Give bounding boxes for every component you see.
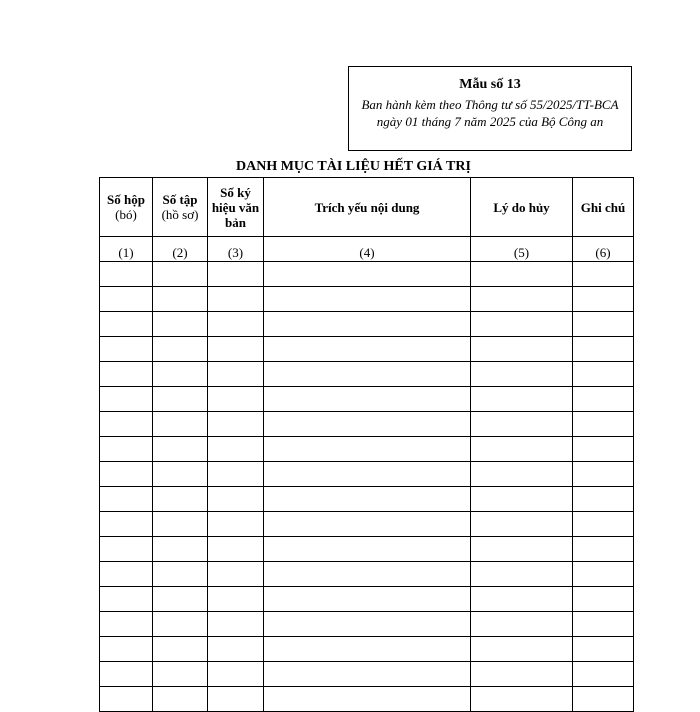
table-row	[100, 587, 634, 612]
table-cell	[471, 687, 573, 712]
column-number: (4)	[264, 237, 471, 262]
table-cell	[573, 387, 634, 412]
table-cell	[471, 562, 573, 587]
column-header-summary: Trích yếu nội dung	[264, 178, 471, 237]
column-header-box-number: Số hộp (bó)	[100, 178, 153, 237]
table-cell	[264, 262, 471, 287]
table-cell	[264, 637, 471, 662]
table-cell	[153, 412, 208, 437]
table-cell	[208, 687, 264, 712]
table-cell	[573, 312, 634, 337]
table-cell	[100, 387, 153, 412]
table-cell	[264, 462, 471, 487]
table-cell	[153, 487, 208, 512]
table-cell	[264, 312, 471, 337]
table-cell	[573, 562, 634, 587]
table-cell	[153, 287, 208, 312]
table-cell	[471, 437, 573, 462]
table-cell	[264, 412, 471, 437]
table-cell	[264, 337, 471, 362]
table-cell	[208, 487, 264, 512]
table-cell	[208, 562, 264, 587]
table-cell	[153, 312, 208, 337]
table-cell	[208, 337, 264, 362]
column-header-file-number: Số tập (hồ sơ)	[153, 178, 208, 237]
table-cell	[100, 612, 153, 637]
table-cell	[471, 637, 573, 662]
table-row	[100, 362, 634, 387]
table-cell	[264, 612, 471, 637]
table-cell	[573, 587, 634, 612]
table-cell	[471, 362, 573, 387]
table-cell	[471, 587, 573, 612]
table-cell	[264, 387, 471, 412]
table-cell	[573, 412, 634, 437]
table-cell	[264, 587, 471, 612]
table-row	[100, 462, 634, 487]
column-number: (6)	[573, 237, 634, 262]
table-cell	[100, 487, 153, 512]
table-cell	[264, 687, 471, 712]
table-cell	[100, 512, 153, 537]
column-header-notes: Ghi chú	[573, 178, 634, 237]
table-cell	[208, 612, 264, 637]
column-number-row	[100, 237, 634, 262]
table-cell	[100, 362, 153, 387]
table-cell	[471, 487, 573, 512]
table-cell	[100, 437, 153, 462]
table-cell	[208, 412, 264, 437]
table-cell	[264, 512, 471, 537]
table-cell	[573, 637, 634, 662]
table-cell	[208, 462, 264, 487]
table-cell	[153, 337, 208, 362]
table-cell	[208, 587, 264, 612]
table-cell	[100, 262, 153, 287]
table-cell	[153, 362, 208, 387]
table-cell	[264, 537, 471, 562]
column-number: (5)	[471, 237, 573, 262]
table-row	[100, 612, 634, 637]
table-cell	[100, 662, 153, 687]
table-cell	[208, 287, 264, 312]
table-cell	[573, 612, 634, 637]
table-cell	[471, 537, 573, 562]
table-cell	[153, 537, 208, 562]
table-cell	[264, 662, 471, 687]
table-cell	[471, 412, 573, 437]
form-number-box	[348, 66, 632, 151]
table-cell	[100, 637, 153, 662]
table-cell	[100, 687, 153, 712]
table-cell	[100, 412, 153, 437]
table-row	[100, 512, 634, 537]
table-cell	[264, 362, 471, 387]
table-cell	[153, 637, 208, 662]
table-cell	[153, 462, 208, 487]
table-cell	[153, 512, 208, 537]
table-cell	[208, 362, 264, 387]
table-cell	[573, 537, 634, 562]
form-number: Mẫu số 13	[459, 77, 521, 92]
table-cell	[153, 387, 208, 412]
table-cell	[153, 262, 208, 287]
table-cell	[471, 612, 573, 637]
table-cell	[264, 287, 471, 312]
table-cell	[153, 687, 208, 712]
table-cell	[264, 437, 471, 462]
table-cell	[153, 612, 208, 637]
table-cell	[208, 537, 264, 562]
table-cell	[208, 262, 264, 287]
table-row	[100, 562, 634, 587]
column-number: (3)	[208, 237, 264, 262]
table-cell	[100, 587, 153, 612]
table-cell	[208, 387, 264, 412]
table-cell	[573, 487, 634, 512]
document-title: DANH MỤC TÀI LIỆU HẾT GIÁ TRỊ	[236, 159, 471, 174]
table-cell	[471, 462, 573, 487]
column-number: (2)	[153, 237, 208, 262]
table-row	[100, 662, 634, 687]
table-row	[100, 337, 634, 362]
table-row	[100, 312, 634, 337]
table-cell	[573, 662, 634, 687]
table-cell	[100, 337, 153, 362]
table-cell	[573, 462, 634, 487]
table-row	[100, 487, 634, 512]
table-row	[100, 387, 634, 412]
table-cell	[471, 337, 573, 362]
table-row	[100, 262, 634, 287]
table-cell	[208, 637, 264, 662]
column-header-destruction-reason: Lý do hủy	[471, 178, 573, 237]
table-row	[100, 687, 634, 712]
table-cell	[573, 362, 634, 387]
table-row	[100, 412, 634, 437]
table-cell	[153, 562, 208, 587]
table-cell	[100, 537, 153, 562]
table-cell	[153, 662, 208, 687]
table-cell	[100, 462, 153, 487]
table-cell	[100, 287, 153, 312]
table-cell	[573, 287, 634, 312]
table-cell	[573, 687, 634, 712]
table-cell	[573, 337, 634, 362]
table-cell	[100, 562, 153, 587]
table-cell	[153, 437, 208, 462]
form-legal-note: Ban hành kèm theo Thông tư số 55/2025/TT-BCA ngày 01 tháng 7 năm 2025 của Bộ Công an	[361, 97, 619, 129]
table-row	[100, 537, 634, 562]
table-cell	[208, 312, 264, 337]
table-row	[100, 287, 634, 312]
table-row	[100, 637, 634, 662]
table-cell	[471, 312, 573, 337]
table-cell	[471, 662, 573, 687]
column-header-document-code: Số ký hiệu văn bản	[208, 178, 264, 237]
table-header-row	[100, 178, 634, 237]
table-cell	[264, 487, 471, 512]
table-cell	[208, 437, 264, 462]
table-cell	[573, 512, 634, 537]
table-cell	[471, 287, 573, 312]
table-cell	[471, 512, 573, 537]
records-table	[99, 177, 634, 712]
table-row	[100, 437, 634, 462]
table-cell	[100, 312, 153, 337]
column-number: (1)	[100, 237, 153, 262]
table-cell	[208, 662, 264, 687]
table-cell	[471, 262, 573, 287]
table-cell	[264, 562, 471, 587]
table-cell	[208, 512, 264, 537]
table-cell	[573, 262, 634, 287]
table-cell	[153, 587, 208, 612]
table-cell	[573, 437, 634, 462]
table-cell	[471, 387, 573, 412]
